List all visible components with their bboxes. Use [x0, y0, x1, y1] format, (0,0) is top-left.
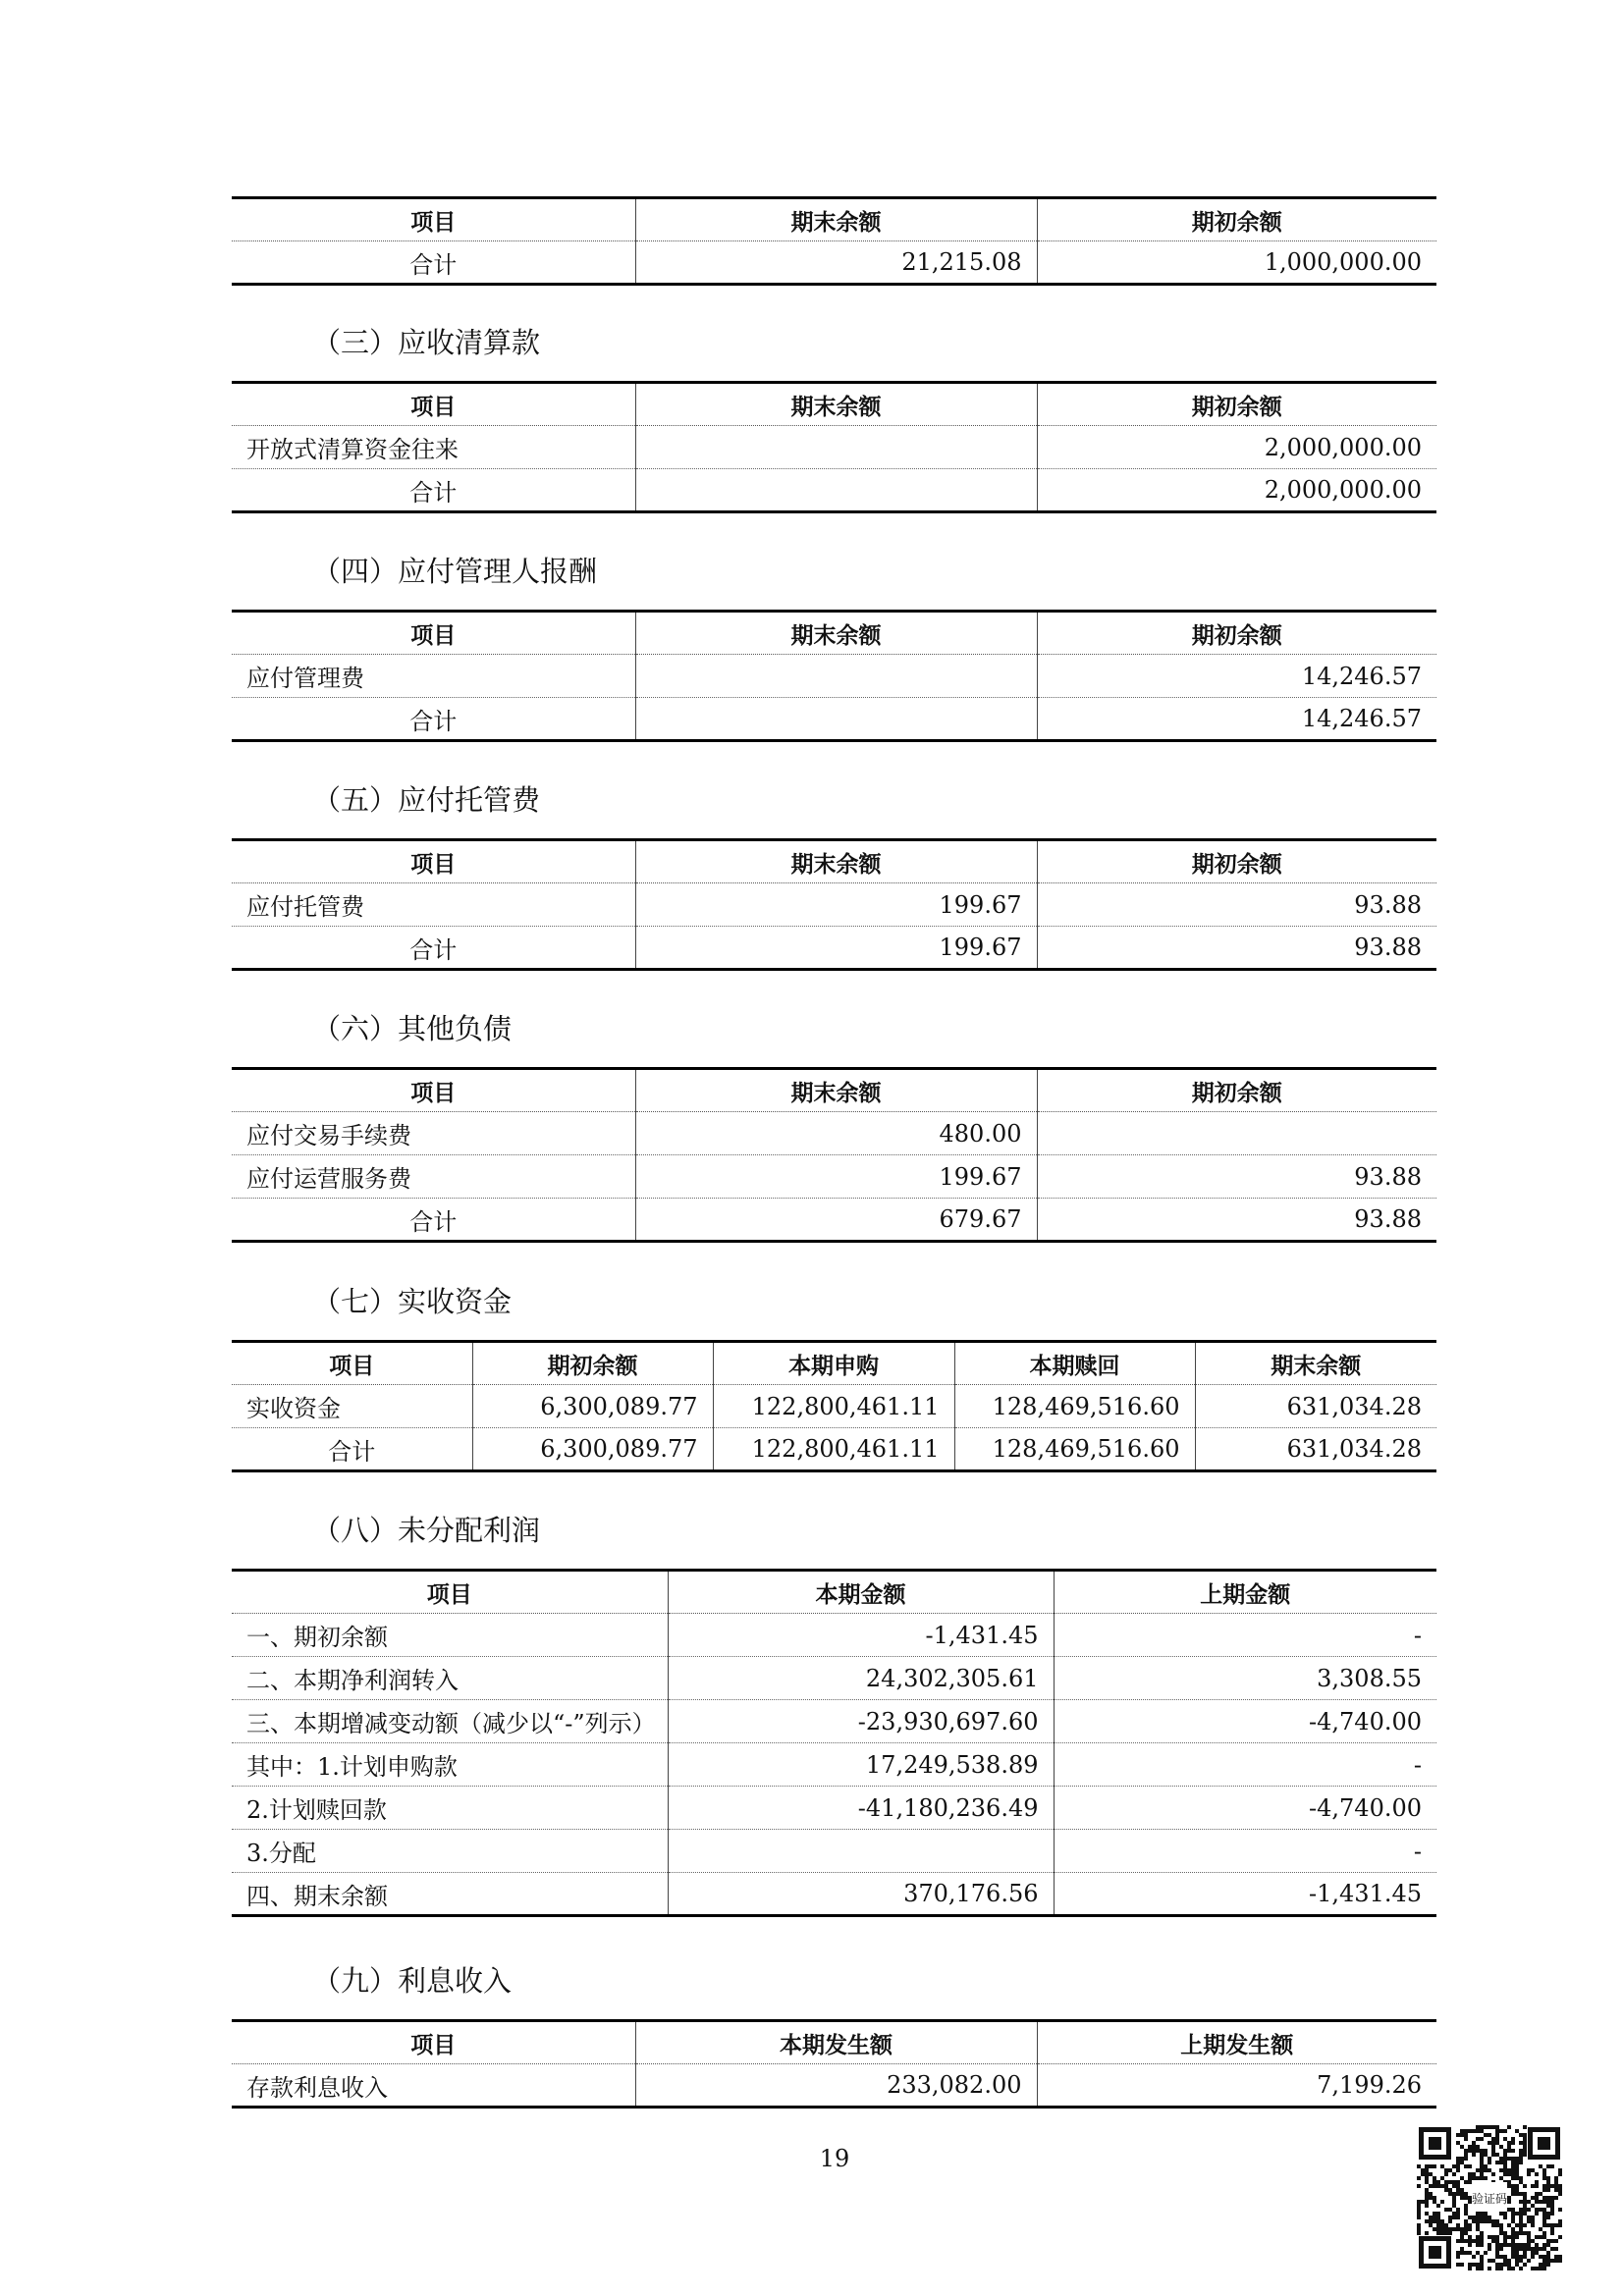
table-row [232, 883, 1436, 927]
row-current-amount: 233,082.00 [635, 2064, 1037, 2108]
table-row [232, 1787, 1436, 1830]
row-begin-balance: 14,246.57 [1037, 698, 1436, 741]
row-item: 2.计划赎回款 [232, 1787, 668, 1830]
table-row [232, 1743, 1436, 1787]
header-end-balance: 期末余额 [635, 1069, 1037, 1112]
header-item: 项目 [232, 840, 635, 883]
table-row [232, 698, 1436, 741]
qr-code-icon [1417, 2125, 1562, 2270]
row-current-amount: 24,302,305.61 [668, 1657, 1054, 1700]
section-heading-interest-income: （九）利息收入 [312, 1964, 513, 1998]
row-item: 合计 [232, 1199, 635, 1242]
row-item: 合计 [232, 927, 635, 970]
row-current-amount: 17,249,538.89 [668, 1743, 1054, 1787]
row-end-balance: 199.67 [635, 883, 1037, 927]
row-redemptions: 128,469,516.60 [954, 1385, 1195, 1428]
table-row [232, 241, 1436, 285]
row-item: 实收资金 [232, 1385, 472, 1428]
row-end-balance: 21,215.08 [635, 241, 1037, 285]
qr-overlay-text: 验证码 [1471, 2192, 1508, 2206]
table-row [232, 927, 1436, 970]
table-row [232, 1199, 1436, 1242]
row-end-balance: 679.67 [635, 1199, 1037, 1242]
row-begin-balance: 1,000,000.00 [1037, 241, 1436, 285]
row-item: 合计 [232, 241, 635, 285]
row-prior-amount: - [1054, 1830, 1436, 1873]
header-redemptions: 本期赎回 [954, 1342, 1195, 1385]
row-item: 其中：1.计划申购款 [232, 1743, 668, 1787]
table-row [232, 2064, 1436, 2108]
row-item: 合计 [232, 469, 635, 512]
row-prior-amount: -1,431.45 [1054, 1873, 1436, 1916]
row-item: 存款利息收入 [232, 2064, 635, 2108]
row-end-balance: 199.67 [635, 1155, 1037, 1199]
table-row [232, 1428, 1436, 1471]
row-end-balance [635, 469, 1037, 512]
table-row [232, 1112, 1436, 1155]
header-begin-balance: 期初余额 [1037, 198, 1436, 241]
row-begin-balance: 93.88 [1037, 1155, 1436, 1199]
row-item: 四、期末余额 [232, 1873, 668, 1916]
row-current-amount: 370,176.56 [668, 1873, 1054, 1916]
row-begin-balance: 6,300,089.77 [472, 1385, 713, 1428]
table-receivable-settlement [232, 381, 1436, 513]
row-end-balance [635, 655, 1037, 698]
row-prior-amount: - [1054, 1614, 1436, 1657]
header-begin-balance: 期初余额 [1037, 383, 1436, 426]
row-item: 二、本期净利润转入 [232, 1657, 668, 1700]
row-begin-balance: 93.88 [1037, 883, 1436, 927]
table-paid-in-capital [232, 1340, 1436, 1472]
row-prior-amount: - [1054, 1743, 1436, 1787]
row-begin-balance: 6,300,089.77 [472, 1428, 713, 1471]
row-item: 三、本期增减变动额（减少以“-”列示） [232, 1700, 668, 1743]
row-begin-balance [1037, 1112, 1436, 1155]
header-item: 项目 [232, 1069, 635, 1112]
header-item: 项目 [232, 383, 635, 426]
table-row [232, 1700, 1436, 1743]
table-row [232, 1830, 1436, 1873]
table-row [232, 1614, 1436, 1657]
header-end-balance: 期末余额 [1195, 1342, 1436, 1385]
table-row [232, 655, 1436, 698]
row-redemptions: 128,469,516.60 [954, 1428, 1195, 1471]
section-heading-undistributed-profit: （八）未分配利润 [312, 1514, 541, 1547]
row-item: 合计 [232, 1428, 472, 1471]
row-subscriptions: 122,800,461.11 [713, 1428, 954, 1471]
header-begin-balance: 期初余额 [1037, 612, 1436, 655]
row-end-balance [635, 426, 1037, 469]
table-interest-income [232, 2019, 1436, 2109]
header-prior-amount: 上期金额 [1054, 1571, 1436, 1614]
row-item: 应付托管费 [232, 883, 635, 927]
table-custody-fee [232, 838, 1436, 971]
row-end-balance [635, 698, 1037, 741]
table-row [232, 1657, 1436, 1700]
row-item: 开放式清算资金往来 [232, 426, 635, 469]
row-begin-balance: 93.88 [1037, 927, 1436, 970]
row-prior-amount: 7,199.26 [1037, 2064, 1436, 2108]
table-undistributed-profit [232, 1569, 1436, 1917]
header-begin-balance: 期初余额 [1037, 1069, 1436, 1112]
header-end-balance: 期末余额 [635, 840, 1037, 883]
table-row [232, 426, 1436, 469]
section-heading-receivable-settlement: （三）应收清算款 [312, 326, 541, 359]
row-item: 应付运营服务费 [232, 1155, 635, 1199]
row-current-amount: -1,431.45 [668, 1614, 1054, 1657]
header-item: 项目 [232, 1342, 472, 1385]
row-subscriptions: 122,800,461.11 [713, 1385, 954, 1428]
header-begin-balance: 期初余额 [1037, 840, 1436, 883]
section-heading-other-liabilities: （六）其他负债 [312, 1012, 513, 1045]
header-subscriptions: 本期申购 [713, 1342, 954, 1385]
row-end-balance: 480.00 [635, 1112, 1037, 1155]
row-prior-amount: -4,740.00 [1054, 1700, 1436, 1743]
header-item: 项目 [232, 612, 635, 655]
table-row [232, 1155, 1436, 1199]
section-heading-paid-in-capital: （七）实收资金 [312, 1285, 513, 1318]
row-prior-amount: -4,740.00 [1054, 1787, 1436, 1830]
header-prior-amount: 上期发生额 [1037, 2021, 1436, 2064]
header-item: 项目 [232, 198, 635, 241]
header-current-amount: 本期发生额 [635, 2021, 1037, 2064]
row-begin-balance: 2,000,000.00 [1037, 469, 1436, 512]
row-item: 应付管理费 [232, 655, 635, 698]
row-begin-balance: 2,000,000.00 [1037, 426, 1436, 469]
row-end-balance: 199.67 [635, 927, 1037, 970]
section-heading-manager-fee: （四）应付管理人报酬 [312, 555, 598, 588]
row-end-balance: 631,034.28 [1195, 1385, 1436, 1428]
table-row [232, 1385, 1436, 1428]
table-carry-over [232, 196, 1436, 286]
row-item: 合计 [232, 698, 635, 741]
header-end-balance: 期末余额 [635, 612, 1037, 655]
table-row [232, 1873, 1436, 1916]
row-current-amount: -23,930,697.60 [668, 1700, 1054, 1743]
header-item: 项目 [232, 1571, 668, 1614]
header-item: 项目 [232, 2021, 635, 2064]
row-current-amount: -41,180,236.49 [668, 1787, 1054, 1830]
page-number: 19 [819, 2145, 850, 2172]
table-manager-fee [232, 610, 1436, 742]
row-item: 3.分配 [232, 1830, 668, 1873]
section-heading-custody-fee: （五）应付托管费 [312, 783, 541, 817]
row-current-amount [668, 1830, 1054, 1873]
table-row [232, 469, 1436, 512]
row-begin-balance: 14,246.57 [1037, 655, 1436, 698]
header-end-balance: 期末余额 [635, 383, 1037, 426]
row-item: 一、期初余额 [232, 1614, 668, 1657]
row-end-balance: 631,034.28 [1195, 1428, 1436, 1471]
row-begin-balance: 93.88 [1037, 1199, 1436, 1242]
header-begin-balance: 期初余额 [472, 1342, 713, 1385]
table-other-liabilities [232, 1067, 1436, 1243]
row-item: 应付交易手续费 [232, 1112, 635, 1155]
header-end-balance: 期末余额 [635, 198, 1037, 241]
row-prior-amount: 3,308.55 [1054, 1657, 1436, 1700]
header-current-amount: 本期金额 [668, 1571, 1054, 1614]
